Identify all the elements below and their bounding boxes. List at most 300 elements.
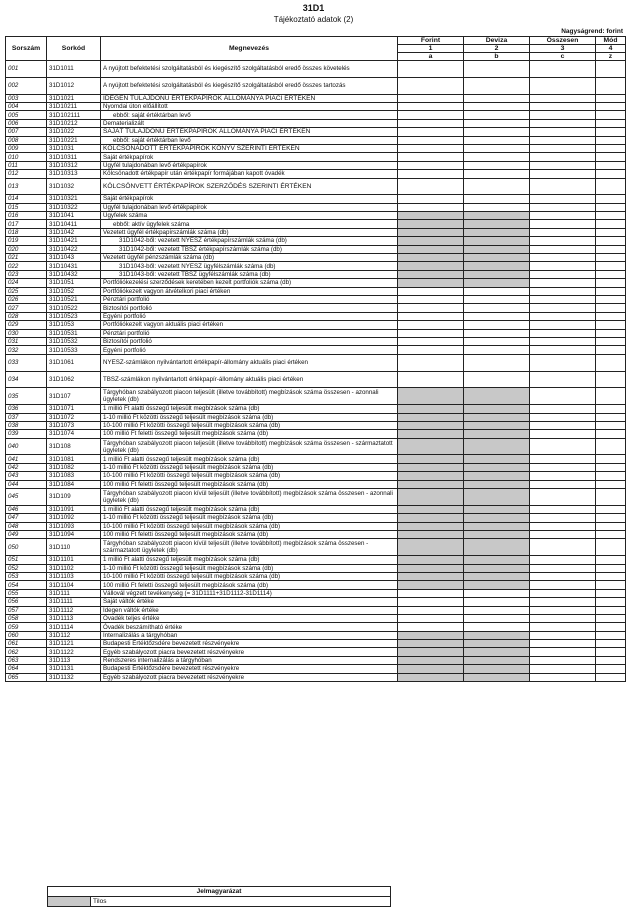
table-row [6,161,626,169]
cell-mod[interactable] [596,514,626,522]
cell-mod[interactable] [596,572,626,580]
cell-osszesen[interactable] [530,119,596,127]
table-row [6,371,626,388]
cell-osszesen[interactable] [530,438,596,455]
cell-osszesen[interactable] [530,94,596,102]
cell-osszesen[interactable] [530,606,596,614]
row-sorszam: 019 [6,237,47,245]
cell-forint[interactable] [398,102,464,110]
row-sorkod: 31D10221 [47,136,101,144]
table-row [6,220,626,228]
table-row [6,598,626,606]
cell-osszesen[interactable] [530,463,596,471]
cell-osszesen[interactable] [530,237,596,245]
cell-forint[interactable] [398,329,464,337]
cell-deviza[interactable] [464,170,530,178]
cell-forint[interactable] [398,195,464,203]
row-sorszam: 010 [6,153,47,161]
row-sorszam: 005 [6,111,47,119]
cell-mod[interactable] [596,170,626,178]
row-sorszam: 016 [6,212,47,220]
cell-mod[interactable] [596,77,626,94]
cell-deviza[interactable] [464,178,530,195]
cell-deviza[interactable] [464,371,530,388]
cell-mod[interactable] [596,144,626,152]
cell-mod[interactable] [596,489,626,506]
cell-deviza[interactable] [464,111,530,119]
cell-osszesen[interactable] [530,212,596,220]
cell-forint[interactable] [398,312,464,320]
cell-forint[interactable] [398,61,464,78]
cell-forint[interactable] [398,287,464,295]
row-sorszam: 042 [6,463,47,471]
cell-osszesen[interactable] [530,346,596,354]
cell-mod[interactable] [596,312,626,320]
cell-forint[interactable] [398,136,464,144]
cell-mod[interactable] [596,220,626,228]
cell-mod[interactable] [596,480,626,488]
row-sorkod: 31D1042 [47,228,101,236]
cell-osszesen[interactable] [530,505,596,513]
row-megnevezes: 100 millió Ft feletti összegű teljesült megbízások száma (db) [101,531,398,539]
row-sorkod: 31D10432 [47,270,101,278]
header-letter-z: z [596,53,626,61]
row-megnevezes: ebből: saját értéktárban levő [101,136,398,144]
cell-mod[interactable] [596,262,626,270]
cell-mod[interactable] [596,354,626,371]
cell-osszesen[interactable] [530,589,596,597]
row-megnevezes: 100 millió Ft feletti összegű teljesült megbízások száma (db) [101,430,398,438]
cell-osszesen[interactable] [530,102,596,110]
table-row [6,505,626,513]
cell-mod[interactable] [596,329,626,337]
row-megnevezes: 1 millió Ft alatti összegű teljesült megbízások száma (db) [101,556,398,564]
cell-forint[interactable] [398,144,464,152]
cell-mod[interactable] [596,128,626,136]
cell-forint[interactable] [398,295,464,303]
table-row [6,673,626,681]
cell-mod[interactable] [596,254,626,262]
row-sorszam: 053 [6,572,47,580]
cell-deviza[interactable] [464,598,530,606]
cell-osszesen[interactable] [530,631,596,639]
cell-osszesen[interactable] [530,673,596,681]
form-code: 31D1 [302,3,325,13]
cell-mod[interactable] [596,270,626,278]
cell-deviza[interactable] [464,312,530,320]
cell-forint [398,430,464,438]
cell-osszesen[interactable] [530,170,596,178]
cell-forint[interactable] [398,589,464,597]
cell-forint [398,631,464,639]
cell-osszesen[interactable] [530,245,596,253]
cell-mod[interactable] [596,161,626,169]
row-sorkod: 31D1101 [47,556,101,564]
cell-mod[interactable] [596,61,626,78]
cell-osszesen[interactable] [530,480,596,488]
row-sorszam: 023 [6,270,47,278]
cell-forint[interactable] [398,354,464,371]
cell-deviza[interactable] [464,623,530,631]
table-row [6,463,626,471]
cell-osszesen[interactable] [530,665,596,673]
cell-forint [398,539,464,556]
cell-mod[interactable] [596,430,626,438]
row-megnevezes: Ügyfél tulajdonában levő értékpapírok [101,161,398,169]
cell-mod[interactable] [596,463,626,471]
row-megnevezes: IDEGEN TULAJDONÚ ÉRTÉKPAPÍROK ÁLLOMÁNYA PIACI ÉRTÉKEN [101,94,398,102]
cell-deviza[interactable] [464,61,530,78]
cell-osszesen[interactable] [530,178,596,195]
cell-mod[interactable] [596,304,626,312]
cell-osszesen[interactable] [530,312,596,320]
cell-mod[interactable] [596,279,626,287]
cell-deviza[interactable] [464,94,530,102]
cell-osszesen[interactable] [530,295,596,303]
cell-mod[interactable] [596,614,626,622]
cell-mod[interactable] [596,388,626,405]
cell-osszesen[interactable] [530,111,596,119]
table-row [6,606,626,614]
row-sorkod: 31D1051 [47,279,101,287]
cell-deviza[interactable] [464,346,530,354]
row-sorkod: 31D10523 [47,312,101,320]
row-megnevezes: Saját váltók értéke [101,598,398,606]
cell-osszesen[interactable] [530,153,596,161]
cell-mod[interactable] [596,119,626,127]
cell-osszesen[interactable] [530,430,596,438]
cell-osszesen[interactable] [530,195,596,203]
cell-forint [398,564,464,572]
row-sorkod: 31D1071 [47,405,101,413]
cell-mod[interactable] [596,665,626,673]
row-sorkod: 31D10322 [47,203,101,211]
table-row [6,287,626,295]
row-sorkod: 31D1111 [47,598,101,606]
row-megnevezes: 1-10 millió Ft közötti összegű teljesült megbízások száma (db) [101,514,398,522]
row-sorszam: 048 [6,522,47,530]
cell-mod[interactable] [596,237,626,245]
cell-mod[interactable] [596,245,626,253]
cell-forint[interactable] [398,161,464,169]
cell-deviza[interactable] [464,195,530,203]
row-megnevezes: 10-100 millió Ft közötti összegű teljesült megbízások száma (db) [101,572,398,580]
cell-forint[interactable] [398,203,464,211]
cell-mod[interactable] [596,228,626,236]
cell-forint[interactable] [398,371,464,388]
row-megnevezes: 1 millió Ft alatti összegű teljesült megbízások száma (db) [101,505,398,513]
cell-forint[interactable] [398,606,464,614]
cell-osszesen[interactable] [530,304,596,312]
row-megnevezes: TBSZ-számlákon nyilvántartott értékpapír-állomány aktuális piaci értéken [101,371,398,388]
row-sorkod: 31D10212 [47,119,101,127]
cell-forint[interactable] [398,153,464,161]
row-sorkod: 31D1022 [47,128,101,136]
header-sorszam: Sorszám [6,37,47,61]
cell-osszesen[interactable] [530,371,596,388]
cell-mod[interactable] [596,413,626,421]
cell-mod[interactable] [596,421,626,429]
cell-deviza[interactable] [464,614,530,622]
cell-deviza[interactable] [464,329,530,337]
row-sorkod: 31D1091 [47,505,101,513]
row-sorszam: 028 [6,312,47,320]
cell-forint[interactable] [398,614,464,622]
row-sorszam: 003 [6,94,47,102]
cell-forint[interactable] [398,77,464,94]
row-sorszam: 027 [6,304,47,312]
table-row [6,237,626,245]
cell-deviza[interactable] [464,102,530,110]
row-megnevezes: Biztosítói portfolió [101,304,398,312]
row-sorszam: 037 [6,413,47,421]
cell-osszesen[interactable] [530,572,596,580]
cell-forint [398,421,464,429]
cell-osszesen[interactable] [530,421,596,429]
cell-osszesen[interactable] [530,648,596,656]
cell-forint[interactable] [398,111,464,119]
cell-deviza[interactable] [464,295,530,303]
cell-osszesen[interactable] [530,472,596,480]
cell-deviza[interactable] [464,589,530,597]
cell-mod[interactable] [596,564,626,572]
cell-mod[interactable] [596,631,626,639]
cell-mod[interactable] [596,346,626,354]
row-megnevezes: 31D1042-ből: vezetett NYESZ értékpapírszámlák száma (db) [101,237,398,245]
cell-deviza [464,228,530,236]
cell-mod[interactable] [596,581,626,589]
table-row [6,128,626,136]
table-row [6,254,626,262]
row-sorkod: 31D1132 [47,673,101,681]
cell-osszesen[interactable] [530,623,596,631]
cell-deviza[interactable] [464,304,530,312]
cell-mod[interactable] [596,212,626,220]
table-row [6,614,626,622]
cell-osszesen[interactable] [530,522,596,530]
header-col-mod: Mód [596,37,626,45]
cell-deviza[interactable] [464,321,530,329]
cell-mod[interactable] [596,539,626,556]
cell-mod[interactable] [596,102,626,110]
cell-deviza[interactable] [464,354,530,371]
cell-osszesen[interactable] [530,614,596,622]
cell-deviza [464,455,530,463]
row-sorkod: 31D1102 [47,564,101,572]
row-sorkod: 31D10522 [47,304,101,312]
cell-mod[interactable] [596,673,626,681]
cell-forint[interactable] [398,94,464,102]
row-sorszam: 044 [6,480,47,488]
cell-mod[interactable] [596,522,626,530]
cell-osszesen[interactable] [530,455,596,463]
row-megnevezes: 1 millió Ft alatti összegű teljesült megbízások száma (db) [101,455,398,463]
row-megnevezes: Kölcsönadott értékpapír után értékpapír formájában kapott óvadék [101,170,398,178]
table-row [6,489,626,506]
cell-osszesen[interactable] [530,514,596,522]
cell-mod[interactable] [596,606,626,614]
cell-osszesen[interactable] [530,405,596,413]
cell-deviza[interactable] [464,128,530,136]
cell-mod[interactable] [596,472,626,480]
cell-osszesen[interactable] [530,329,596,337]
cell-mod[interactable] [596,295,626,303]
cell-forint[interactable] [398,178,464,195]
table-body [6,61,626,682]
cell-mod[interactable] [596,531,626,539]
row-sorkod: 31D1062 [47,371,101,388]
cell-deviza[interactable] [464,287,530,295]
cell-osszesen[interactable] [530,489,596,506]
row-sorszam: 029 [6,321,47,329]
row-megnevezes: Pénztári portfolió [101,295,398,303]
row-sorszam: 041 [6,455,47,463]
cell-deviza[interactable] [464,119,530,127]
cell-mod[interactable] [596,656,626,664]
cell-deviza [464,279,530,287]
cell-osszesen[interactable] [530,321,596,329]
cell-deviza [464,220,530,228]
cell-mod[interactable] [596,321,626,329]
cell-deviza[interactable] [464,153,530,161]
table-row [6,640,626,648]
cell-osszesen[interactable] [530,262,596,270]
cell-forint [398,220,464,228]
cell-mod[interactable] [596,438,626,455]
cell-mod[interactable] [596,556,626,564]
cell-mod[interactable] [596,598,626,606]
table-row [6,144,626,152]
cell-forint[interactable] [398,321,464,329]
row-megnevezes: Portfóliókezelt vagyon aktuális piaci értéken [101,321,398,329]
table-row [6,388,626,405]
cell-deviza[interactable] [464,203,530,211]
cell-forint[interactable] [398,170,464,178]
cell-osszesen[interactable] [530,656,596,664]
cell-mod[interactable] [596,287,626,295]
cell-osszesen[interactable] [530,228,596,236]
table-row [6,480,626,488]
cell-forint[interactable] [398,623,464,631]
cell-osszesen[interactable] [530,564,596,572]
cell-osszesen[interactable] [530,413,596,421]
cell-mod[interactable] [596,405,626,413]
cell-osszesen[interactable] [530,640,596,648]
cell-osszesen[interactable] [530,354,596,371]
cell-osszesen[interactable] [530,279,596,287]
table-row [6,572,626,580]
cell-osszesen[interactable] [530,144,596,152]
cell-deviza[interactable] [464,337,530,345]
header-num-4: 4 [596,45,626,53]
table-row [6,94,626,102]
cell-mod[interactable] [596,623,626,631]
row-megnevezes: Saját értékpapírok [101,195,398,203]
cell-osszesen[interactable] [530,203,596,211]
cell-deviza [464,665,530,673]
cell-osszesen[interactable] [530,61,596,78]
cell-mod[interactable] [596,94,626,102]
cell-osszesen[interactable] [530,531,596,539]
cell-deviza[interactable] [464,161,530,169]
cell-mod[interactable] [596,640,626,648]
row-sorkod: 31D1112 [47,606,101,614]
cell-osszesen[interactable] [530,337,596,345]
cell-deviza[interactable] [464,136,530,144]
cell-osszesen[interactable] [530,254,596,262]
row-sorkod: 31D10533 [47,346,101,354]
cell-osszesen[interactable] [530,539,596,556]
cell-forint[interactable] [398,128,464,136]
table-row [6,405,626,413]
row-sorszam: 046 [6,505,47,513]
cell-deviza[interactable] [464,606,530,614]
cell-deviza[interactable] [464,144,530,152]
row-sorkod: 31D1081 [47,455,101,463]
row-megnevezes: 100 millió Ft feletti összegű teljesült megbízások száma (db) [101,581,398,589]
row-sorkod: 31D1073 [47,421,101,429]
cell-mod[interactable] [596,111,626,119]
cell-mod[interactable] [596,505,626,513]
cell-mod[interactable] [596,195,626,203]
cell-osszesen[interactable] [530,161,596,169]
table-row [6,262,626,270]
cell-osszesen[interactable] [530,270,596,278]
row-sorszam: 059 [6,623,47,631]
legend-item-label: Tilos [91,897,391,907]
row-sorszam: 001 [6,61,47,78]
cell-forint[interactable] [398,346,464,354]
row-sorszam: 035 [6,388,47,405]
cell-osszesen[interactable] [530,581,596,589]
cell-forint[interactable] [398,337,464,345]
cell-osszesen[interactable] [530,128,596,136]
row-sorkod: 31D10521 [47,295,101,303]
cell-osszesen[interactable] [530,136,596,144]
cell-mod[interactable] [596,178,626,195]
cell-osszesen[interactable] [530,77,596,94]
cell-mod[interactable] [596,203,626,211]
cell-mod[interactable] [596,153,626,161]
cell-forint[interactable] [398,598,464,606]
cell-deviza[interactable] [464,77,530,94]
cell-forint[interactable] [398,304,464,312]
cell-osszesen[interactable] [530,220,596,228]
cell-mod[interactable] [596,455,626,463]
cell-osszesen[interactable] [530,388,596,405]
cell-mod[interactable] [596,648,626,656]
cell-forint [398,279,464,287]
table-row [6,136,626,144]
cell-mod[interactable] [596,136,626,144]
row-megnevezes: 1 millió Ft alatti összegű teljesült megbízások száma (db) [101,405,398,413]
row-sorkod: 31D1082 [47,463,101,471]
cell-osszesen[interactable] [530,598,596,606]
row-megnevezes: Óvadék beszámítható értéke [101,623,398,631]
cell-forint[interactable] [398,119,464,127]
cell-mod[interactable] [596,589,626,597]
header-sorkod: Sorkód [47,37,101,61]
row-sorszam: 018 [6,228,47,236]
cell-osszesen[interactable] [530,556,596,564]
row-sorszam: 034 [6,371,47,388]
cell-mod[interactable] [596,371,626,388]
cell-osszesen[interactable] [530,287,596,295]
cell-deviza [464,405,530,413]
cell-mod[interactable] [596,337,626,345]
row-megnevezes: Biztosítói portfolió [101,337,398,345]
row-megnevezes: Egyéb szabályozott piacra bevezetett részvényekre [101,673,398,681]
